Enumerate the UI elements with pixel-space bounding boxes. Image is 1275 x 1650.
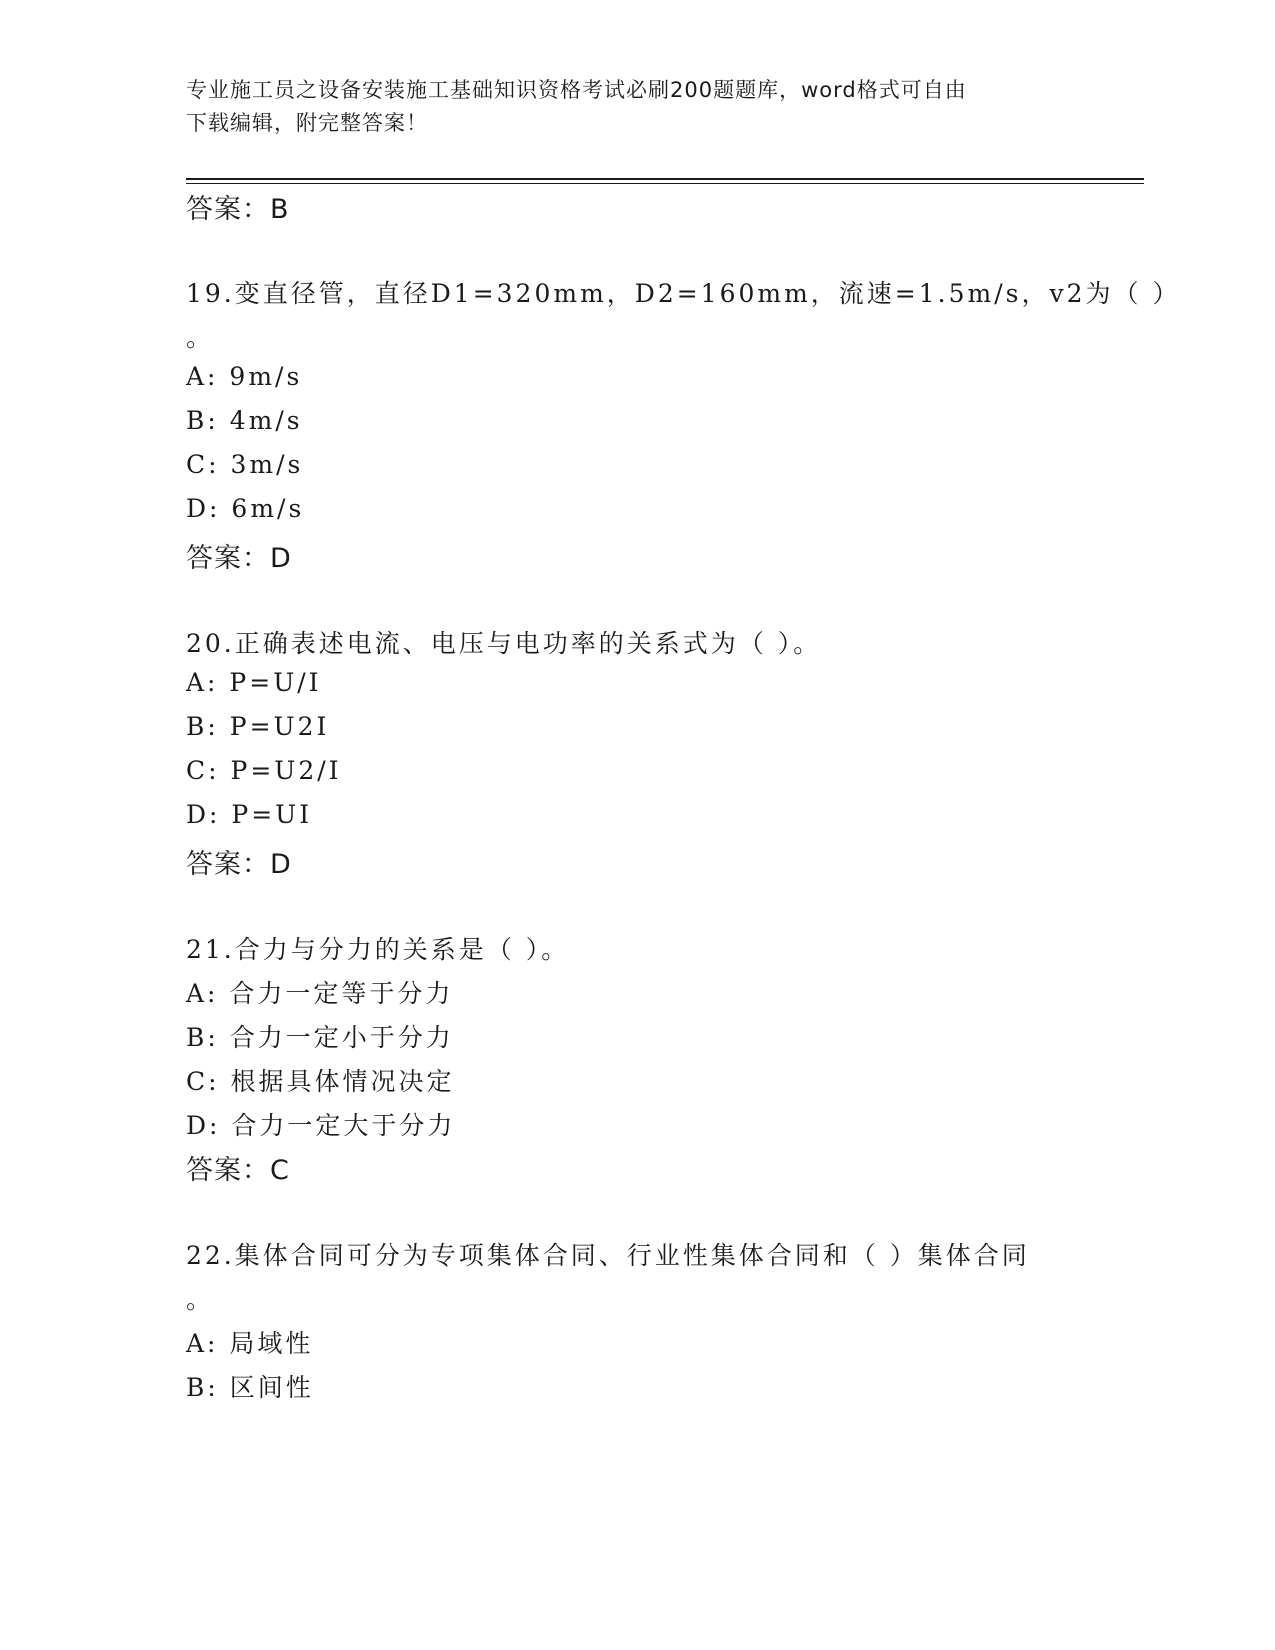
option-a: A: P=U/I	[186, 668, 322, 697]
document-header	[186, 74, 1086, 140]
option-a: A: 9m/s	[186, 362, 303, 391]
header-divider-thin	[186, 183, 1144, 184]
option-b: B: 合力一定小于分力	[186, 1023, 454, 1052]
option-b: B: P=U2I	[186, 712, 330, 741]
header-title-line-2: 下载编辑，附完整答案！	[186, 111, 428, 135]
question-stem: 20.正确表述电流、电压与电功率的关系式为（ ）。	[186, 629, 822, 658]
option-d: D: 合力一定大于分力	[186, 1111, 456, 1140]
option-c: C: 根据具体情况决定	[186, 1067, 455, 1096]
question-stem-continuation: 。	[186, 323, 215, 352]
option-d: D: 6m/s	[186, 494, 305, 523]
header-divider	[186, 178, 1144, 180]
option-c: C: P=U2/I	[186, 756, 342, 785]
option-c: C: 3m/s	[186, 450, 304, 479]
question-stem-continuation: 。	[186, 1285, 215, 1314]
question-stem: 22.集体合同可分为专项集体合同、行业性集体合同和（ ）集体合同	[186, 1241, 1030, 1270]
answer-label: 答案：B	[186, 194, 290, 225]
option-b: B: 4m/s	[186, 406, 303, 435]
option-a: A: 合力一定等于分力	[186, 979, 454, 1008]
answer-label: 答案：D	[186, 849, 292, 880]
question-stem: 19.变直径管，直径D1=320mm，D2=160mm，流速=1.5m/s，v2为（ ）	[186, 279, 1181, 308]
option-a: A: 局域性	[186, 1329, 314, 1358]
answer-label: 答案：D	[186, 543, 292, 574]
question-stem: 21.合力与分力的关系是（ ）。	[186, 935, 570, 964]
option-d: D: P=UI	[186, 800, 313, 829]
header-title-line-1: 专业施工员之设备安装施工基础知识资格考试必刷200题题库，word格式可自由	[186, 78, 967, 102]
answer-label: 答案：C	[186, 1155, 290, 1186]
option-b: B: 区间性	[186, 1373, 314, 1402]
